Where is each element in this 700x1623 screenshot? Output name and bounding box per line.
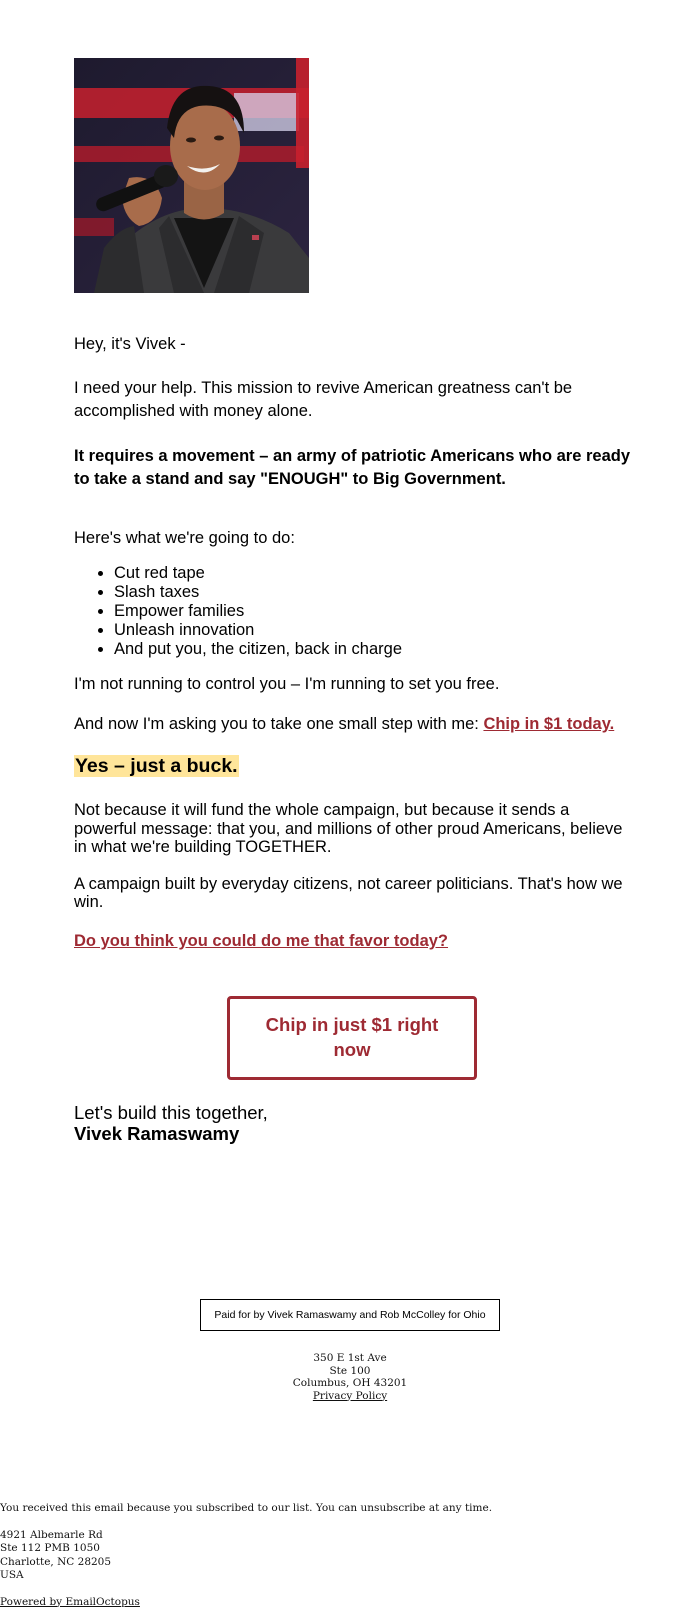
plan-list	[74, 564, 630, 659]
subscription-notice: You received this email because you subscribed to our list. You can unsubscribe at any time.	[0, 1502, 493, 1514]
plan-item: • Empower families	[114, 602, 630, 621]
signoff	[74, 1102, 630, 1144]
address-line: Columbus, OH 43201	[292, 1377, 408, 1389]
signature: Vivek Ramaswamy	[74, 1123, 240, 1145]
chip-in-button[interactable]: Chip in just $1 right now	[227, 996, 477, 1080]
plan-item: • Cut red tape	[114, 564, 630, 583]
hero-photo	[74, 58, 309, 293]
yes-buck-heading	[74, 753, 630, 779]
movement-paragraph: It requires a movement – an army of patriotic Americans who are ready to take a stand and say "ENOUGH" to Big Government.	[74, 447, 631, 489]
privacy-policy-link[interactable]: Privacy Policy	[312, 1389, 388, 1402]
intro-paragraph: I need your help. This mission to revive American greatness can't be accomplished with money alone.	[74, 379, 573, 421]
signoff-text: Let's build this together,	[74, 1102, 268, 1124]
not-because-paragraph: Not because it will fund the whole campaign, but because it sends a powerful message: that you, and millions of other proud Americans, believe in what we're building TOGETHER.	[74, 801, 623, 857]
favor-paragraph	[74, 930, 630, 952]
chip-in-today-link[interactable]: Chip in $1 today.	[483, 714, 615, 733]
campaign-paragraph: A campaign built by everyday citizens, not career politicians. That's how we win.	[74, 874, 623, 912]
address-line: 4921 Albemarle Rd	[0, 1528, 103, 1541]
asking-paragraph	[74, 713, 630, 735]
greeting: Hey, it's Vivek -	[74, 335, 186, 353]
plan-item: • Unleash innovation	[114, 621, 630, 640]
favor-link[interactable]: Do you think you could do me that favor today?	[74, 931, 449, 950]
address-line: 350 E 1st Ave	[313, 1352, 387, 1364]
address-line: Ste 100	[329, 1364, 371, 1377]
portrait-image-icon	[74, 58, 309, 293]
plan-heading: Here's what we're going to do:	[74, 529, 295, 548]
email-footer	[0, 1502, 492, 1609]
plan-item: • Slash taxes	[114, 583, 630, 602]
address-line: USA	[0, 1569, 24, 1581]
powered-by-link[interactable]: Powered by EmailOctopus	[0, 1595, 140, 1608]
cta-container	[74, 996, 630, 1080]
address-line: Ste 112 PMB 1050	[0, 1542, 100, 1554]
campaign-address	[0, 1352, 700, 1402]
highlighted-text: Yes – just a buck.	[75, 755, 238, 778]
address-line: Charlotte, NC 28205	[0, 1555, 112, 1568]
plan-item: • And put you, the citizen, back in charge	[114, 640, 630, 659]
asking-text: And now I'm asking you to take one small step with me:	[74, 714, 484, 733]
paid-for-disclaimer: Paid for by Vivek Ramaswamy and Rob McColley for Ohio	[200, 1299, 500, 1331]
not-running-paragraph: I'm not running to control you – I'm running to set you free.	[74, 674, 500, 693]
email-body	[74, 58, 630, 1144]
sender-address	[0, 1529, 492, 1583]
